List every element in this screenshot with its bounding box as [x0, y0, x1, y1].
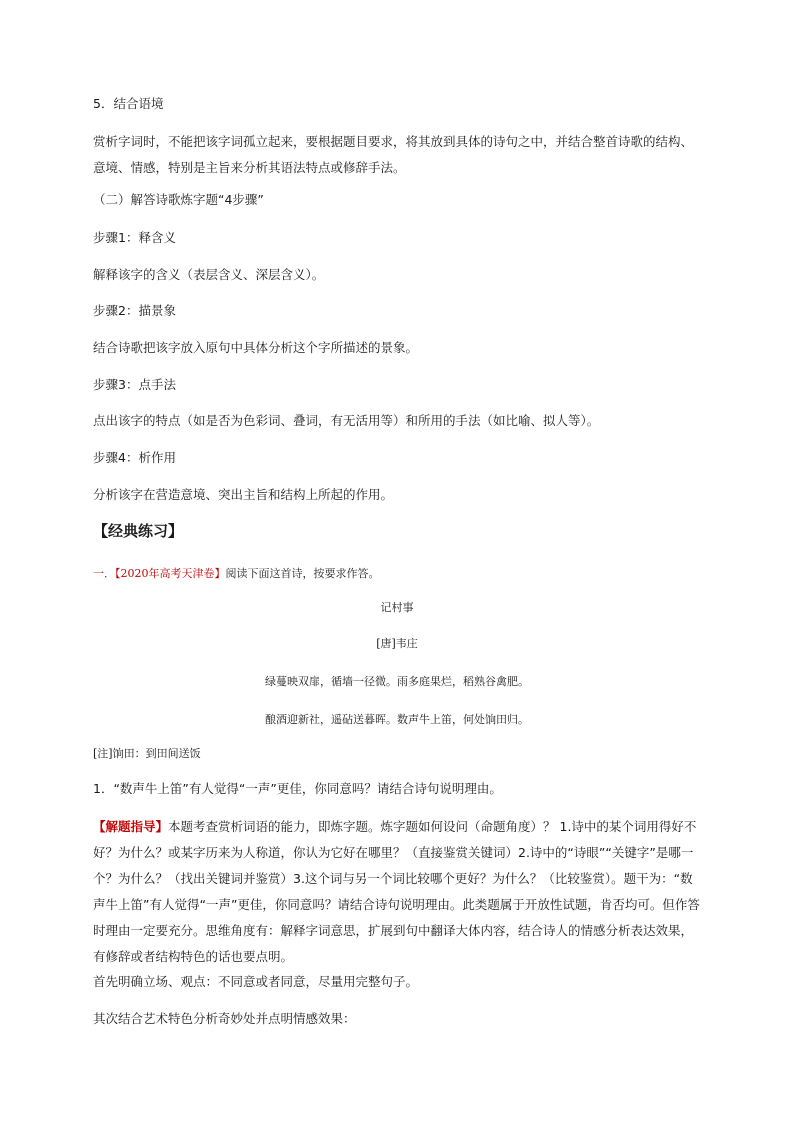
poem-note: [注]饷田：到田间送饭	[93, 747, 201, 760]
poem-title: 记村事	[380, 601, 414, 614]
question-intro	[93, 565, 380, 583]
tip-1: 首先明确立场、观点：不同意或者同意，尽量用完整句子。	[93, 974, 419, 989]
practice-heading: 【经典练习】	[93, 522, 184, 540]
analysis-paragraph	[93, 814, 705, 970]
question-number: 一．	[93, 567, 115, 580]
step-1-desc: 解释该字的含义（表层含义、深层含义）。	[93, 267, 325, 282]
question-source: 【2020年高考天津卷】	[115, 567, 226, 580]
section-5-title: 5．结合语境	[93, 96, 164, 111]
question-1: 1．“数声牛上笛”有人觉得“一声”更佳，你同意吗？请结合诗句说明理由。	[93, 781, 502, 796]
section-5-text: 赏析字词时，不能把该字词孤立起来，要根据题目要求，将其放到具体的诗句之中，并结合整首诗歌的结构、意境、情感，特别是主旨来分析其语法特点或修辞手法。	[93, 134, 694, 175]
analysis-tag: 【解题指导】	[93, 819, 169, 834]
poem-line-2: 酿酒迎新社，遥砧送暮晖。数声牛上笛，何处饷田归。	[265, 713, 529, 726]
steps-header: （二）解答诗歌炼字题“4步骤”	[93, 192, 264, 207]
poem-author: [唐]韦庄	[376, 637, 418, 650]
step-2-title: 步骤2：描景象	[93, 303, 176, 318]
poem-line-1: 绿蔓映双扉，循墙一径微。雨多庭果烂，稻熟谷禽肥。	[265, 675, 529, 688]
step-1-title: 步骤1：释含义	[93, 230, 176, 245]
analysis-text: 本题考查赏析词语的能力，即炼字题。炼字题如何设问（命题角度）？ 1.诗中的某个词用得好不好？为什么？或某字历来为人称道，你认为它好在哪里？（直接鉴赏关键词）2.诗中的“诗眼”“关键字”是哪一个？为什么？（找出关键词并鉴赏）3.这个词与另一个词比较哪个更好？为什么？（比较鉴赏）。题干为：“数声牛上笛”有人觉得“一声”更佳，你同意吗？请结合诗句说明理由。此类题属于开放性试题，肯否均可。但作答时理由一定要充分。思维角度有：解释字词意思，扩展到句中翻译大体内容，结合诗人的情感分析表达效果，有修辞或者结构特色的话也要点明。	[93, 819, 700, 964]
step-4-desc: 分析该字在营造意境、突出主旨和结构上所起的作用。	[93, 487, 394, 502]
question-instruction: 阅读下面这首诗，按要求作答。	[225, 567, 380, 580]
step-3-title: 步骤3：点手法	[93, 377, 176, 392]
step-3-desc: 点出该字的特点（如是否为色彩词、叠词，有无活用等）和所用的手法（如比喻、拟人等）。	[93, 413, 600, 428]
step-2-desc: 结合诗歌把该字放入原句中具体分析这个字所描述的景象。	[93, 340, 419, 355]
step-4-title: 步骤4：析作用	[93, 450, 176, 465]
tip-2: 其次结合艺术特色分析奇妙处并点明情感效果：	[93, 1011, 356, 1026]
